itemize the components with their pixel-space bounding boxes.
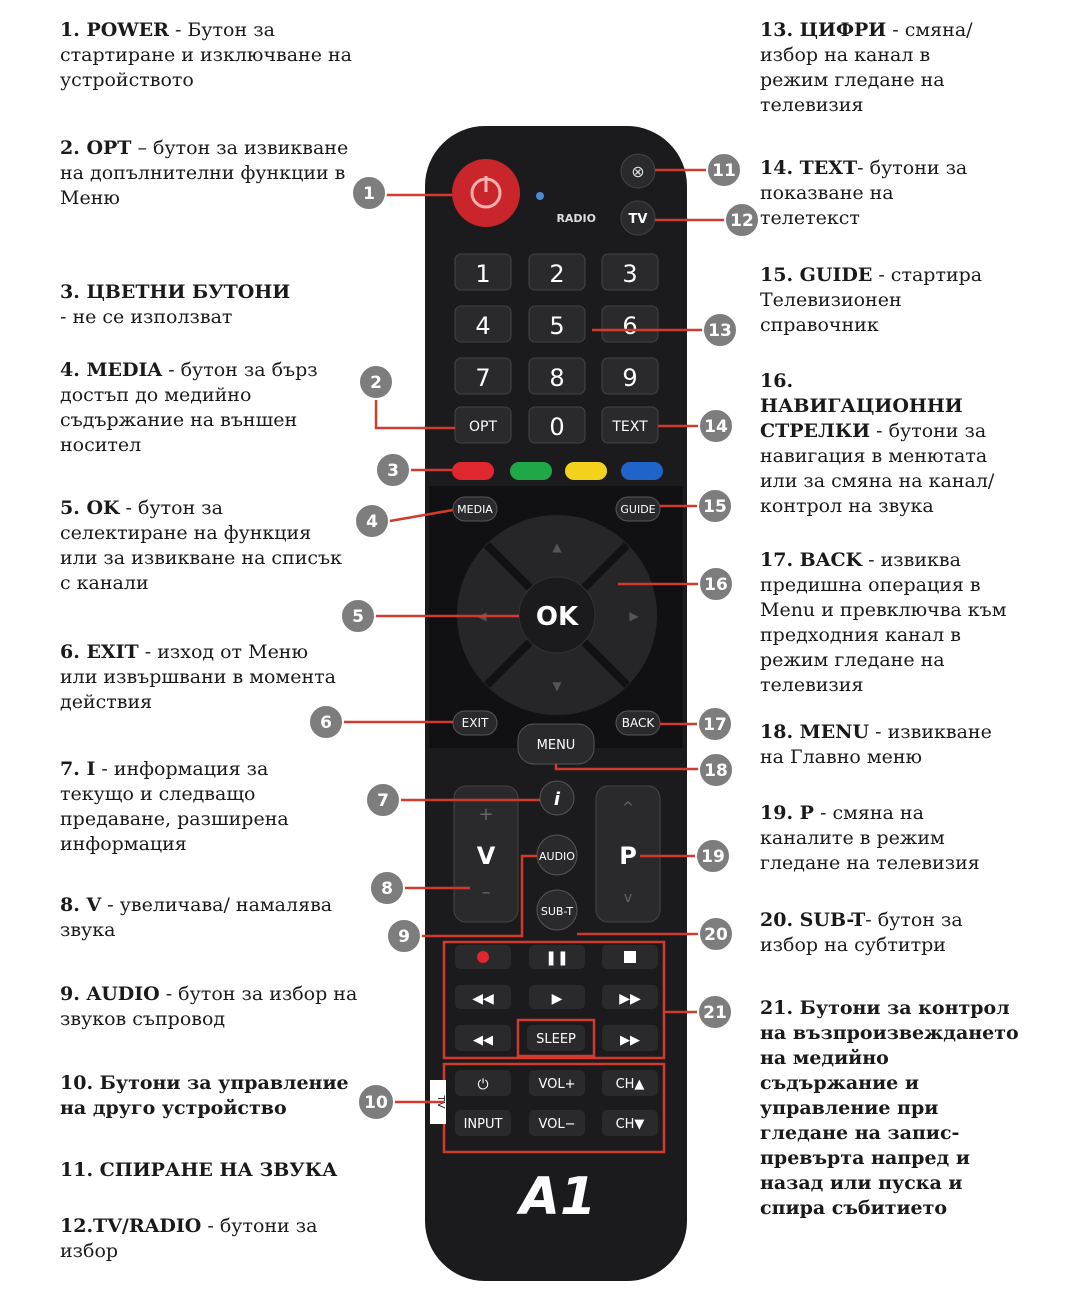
svg-text:13: 13 xyxy=(708,321,732,341)
callout-7 xyxy=(366,783,400,817)
radio-label: RADIO xyxy=(556,212,596,225)
desc-volume: 8. V - увеличава/ намалява звука xyxy=(60,894,333,941)
desc-color-buttons: 3. ЦВЕТНИ БУТОНИ - не се използват xyxy=(60,281,291,328)
digit-6-label: 6 xyxy=(622,312,638,340)
green-button[interactable] xyxy=(510,462,552,480)
callout-21 xyxy=(698,995,732,1029)
opt-label: OPT xyxy=(468,419,498,435)
callout-4 xyxy=(355,504,389,538)
callout-6 xyxy=(309,705,343,739)
digit-3-label: 3 xyxy=(622,260,638,288)
desc-back: 17. BACK - извиква предишна операция в Menu и превключва към предходния канал в режим гледане на телевизия xyxy=(760,549,1007,696)
volume-label: V xyxy=(476,842,496,870)
callout-11 xyxy=(707,153,741,187)
desc-power: 1. POWER - Бутон за стартиране и изключване на устройството xyxy=(60,19,352,91)
vol-plus-label: VOL+ xyxy=(538,1077,576,1092)
callout-1 xyxy=(352,176,386,210)
nav-up-arrow-icon: ▲ xyxy=(552,540,562,554)
nav-right-arrow-icon: ▶ xyxy=(629,609,639,623)
callout-13 xyxy=(703,313,737,347)
digit-8-label: 8 xyxy=(549,364,565,392)
svg-text:7: 7 xyxy=(377,791,389,811)
callout-14 xyxy=(699,409,733,443)
text-label: TEXT xyxy=(612,419,648,435)
svg-text:18: 18 xyxy=(704,761,728,781)
svg-text:20: 20 xyxy=(704,925,728,945)
rewind-icon: ◀◀ xyxy=(472,991,494,1007)
callout-20 xyxy=(699,917,733,951)
power-button[interactable] xyxy=(452,159,520,227)
svg-text:21: 21 xyxy=(703,1003,727,1023)
digit-4-label: 4 xyxy=(475,312,491,340)
callout-2 xyxy=(359,365,393,399)
desc-digits: 13. ЦИФРИ - смяна/ избор на канал в режим гледане на телевизия xyxy=(760,19,973,116)
a1-logo: A1 xyxy=(519,1167,597,1227)
desc-exit: 6. EXIT - изход от Меню или извършвани в момента действия xyxy=(60,641,336,713)
play-icon: ▶ xyxy=(551,991,563,1007)
desc-ok: 5. OK - бутон за селектиране на функция или за извикване на списък с канали xyxy=(60,497,343,594)
back-label: BACK xyxy=(621,716,655,730)
desc-playback: 21. Бутони за контрол на възпроизвеждането на медийно съдържание и управление при гледане на запис- превърта напред и назад или пуска и спира събитието xyxy=(760,997,1019,1219)
led-indicator xyxy=(536,192,544,200)
sleep-label: SLEEP xyxy=(536,1032,576,1047)
svg-text:17: 17 xyxy=(703,715,727,735)
media-label: MEDIA xyxy=(457,503,493,516)
digit-keypad xyxy=(455,254,658,394)
callout-3 xyxy=(376,453,410,487)
svg-text:4: 4 xyxy=(366,512,378,532)
program-down-icon: v xyxy=(623,890,633,906)
vol-minus-label: VOL− xyxy=(538,1117,576,1132)
desc-audio: 9. AUDIO - бутон за избор на звуков съпровод xyxy=(60,983,358,1030)
callout-12 xyxy=(725,203,759,237)
desc-other-device: 10. Бутони за управление на друго устройство xyxy=(60,1072,349,1119)
svg-text:11: 11 xyxy=(712,161,736,181)
fast-forward-icon: ▶▶ xyxy=(619,991,641,1007)
desc-opt: 2. OPT – бутон за извикване на допълнителни функции в Меню xyxy=(60,137,349,209)
tv-side-label: TV xyxy=(435,1095,446,1109)
pause-icon: ❚❚ xyxy=(545,950,569,966)
menu-label: MENU xyxy=(536,738,576,753)
svg-text:8: 8 xyxy=(381,879,393,899)
callout-16 xyxy=(699,567,733,601)
ok-label: OK xyxy=(535,602,579,632)
svg-text:2: 2 xyxy=(370,373,382,393)
svg-text:14: 14 xyxy=(704,417,728,437)
digit-7-label: 7 xyxy=(475,364,491,392)
volume-plus-icon: + xyxy=(478,804,494,825)
callout-8 xyxy=(370,871,404,905)
ch-down-label: CH▼ xyxy=(615,1117,645,1132)
callout-5 xyxy=(341,599,375,633)
svg-text:3: 3 xyxy=(387,461,399,481)
stop-icon xyxy=(624,951,636,963)
desc-tv-radio: 12.TV/RADIO - бутони за избор xyxy=(60,1215,318,1262)
blue-button[interactable] xyxy=(621,462,663,480)
yellow-button[interactable] xyxy=(565,462,607,480)
svg-text:10: 10 xyxy=(364,1093,388,1113)
callout-15 xyxy=(698,489,732,523)
skip-back-icon: ◀◀ xyxy=(473,1033,493,1048)
digit-9-label: 9 xyxy=(622,364,638,392)
exit-label: EXIT xyxy=(461,716,489,730)
desc-navigation: 16. НАВИГАЦИОННИ СТРЕЛКИ - бутони за навигация в менютата или за смяна на канал/ контрол на звука xyxy=(760,370,995,517)
digit-1-label: 1 xyxy=(475,260,491,288)
svg-text:9: 9 xyxy=(398,927,410,947)
callout-10 xyxy=(358,1084,394,1120)
info-label: i xyxy=(553,789,561,810)
volume-minus-icon: – xyxy=(481,882,491,903)
mute-icon: ⊗ xyxy=(631,162,645,181)
audio-label: AUDIO xyxy=(539,850,575,863)
svg-text:5: 5 xyxy=(352,607,364,627)
desc-info: 7. I - информация за текущо и следващо предаване, разширена информация xyxy=(60,758,289,855)
svg-text:19: 19 xyxy=(701,847,725,867)
ch-up-label: CH▲ xyxy=(615,1077,645,1092)
svg-text:12: 12 xyxy=(730,211,754,231)
digit-2-label: 2 xyxy=(549,260,565,288)
program-label: P xyxy=(619,842,637,870)
callout-17 xyxy=(698,707,732,741)
playback-buttons xyxy=(455,945,658,1056)
digit-0-label: 0 xyxy=(549,413,565,441)
subtitle-label: SUB-T xyxy=(540,905,574,918)
desc-subt: 20. SUB-T- бутон за избор на субтитри xyxy=(760,909,963,956)
desc-p: 19. P - смяна на каналите в режим гледане на телевизия xyxy=(760,802,980,874)
digit-5-label: 5 xyxy=(549,312,565,340)
callout-18 xyxy=(699,753,733,787)
desc-media: 4. MEDIA - бутон за бърз достъп до медийно съдържание на външен носител xyxy=(60,359,318,456)
skip-forward-icon: ▶▶ xyxy=(620,1033,640,1048)
desc-guide: 15. GUIDE - стартира Телевизионен справочник xyxy=(760,264,983,336)
input-label: INPUT xyxy=(463,1117,503,1132)
svg-text:16: 16 xyxy=(704,575,728,595)
desc-menu: 18. MENU - извикване на Главно меню xyxy=(760,721,992,768)
record-icon xyxy=(477,951,489,963)
svg-text:15: 15 xyxy=(703,497,727,517)
nav-down-arrow-icon: ▼ xyxy=(552,679,562,693)
svg-text:1: 1 xyxy=(363,184,375,204)
callout-19 xyxy=(696,839,730,873)
tv-label: TV xyxy=(628,212,648,227)
nav-left-arrow-icon: ◀ xyxy=(477,609,487,623)
red-button[interactable] xyxy=(452,462,494,480)
desc-text: 14. TEXT- бутони за показване на телетекст xyxy=(760,157,968,229)
program-up-icon: ^ xyxy=(622,800,634,816)
guide-label: GUIDE xyxy=(620,503,656,516)
desc-mute: 11. СПИРАНЕ НА ЗВУКА xyxy=(60,1159,338,1181)
device-power-icon: ⏻ xyxy=(477,1077,489,1093)
svg-text:6: 6 xyxy=(320,713,332,733)
callout-9 xyxy=(387,919,421,953)
